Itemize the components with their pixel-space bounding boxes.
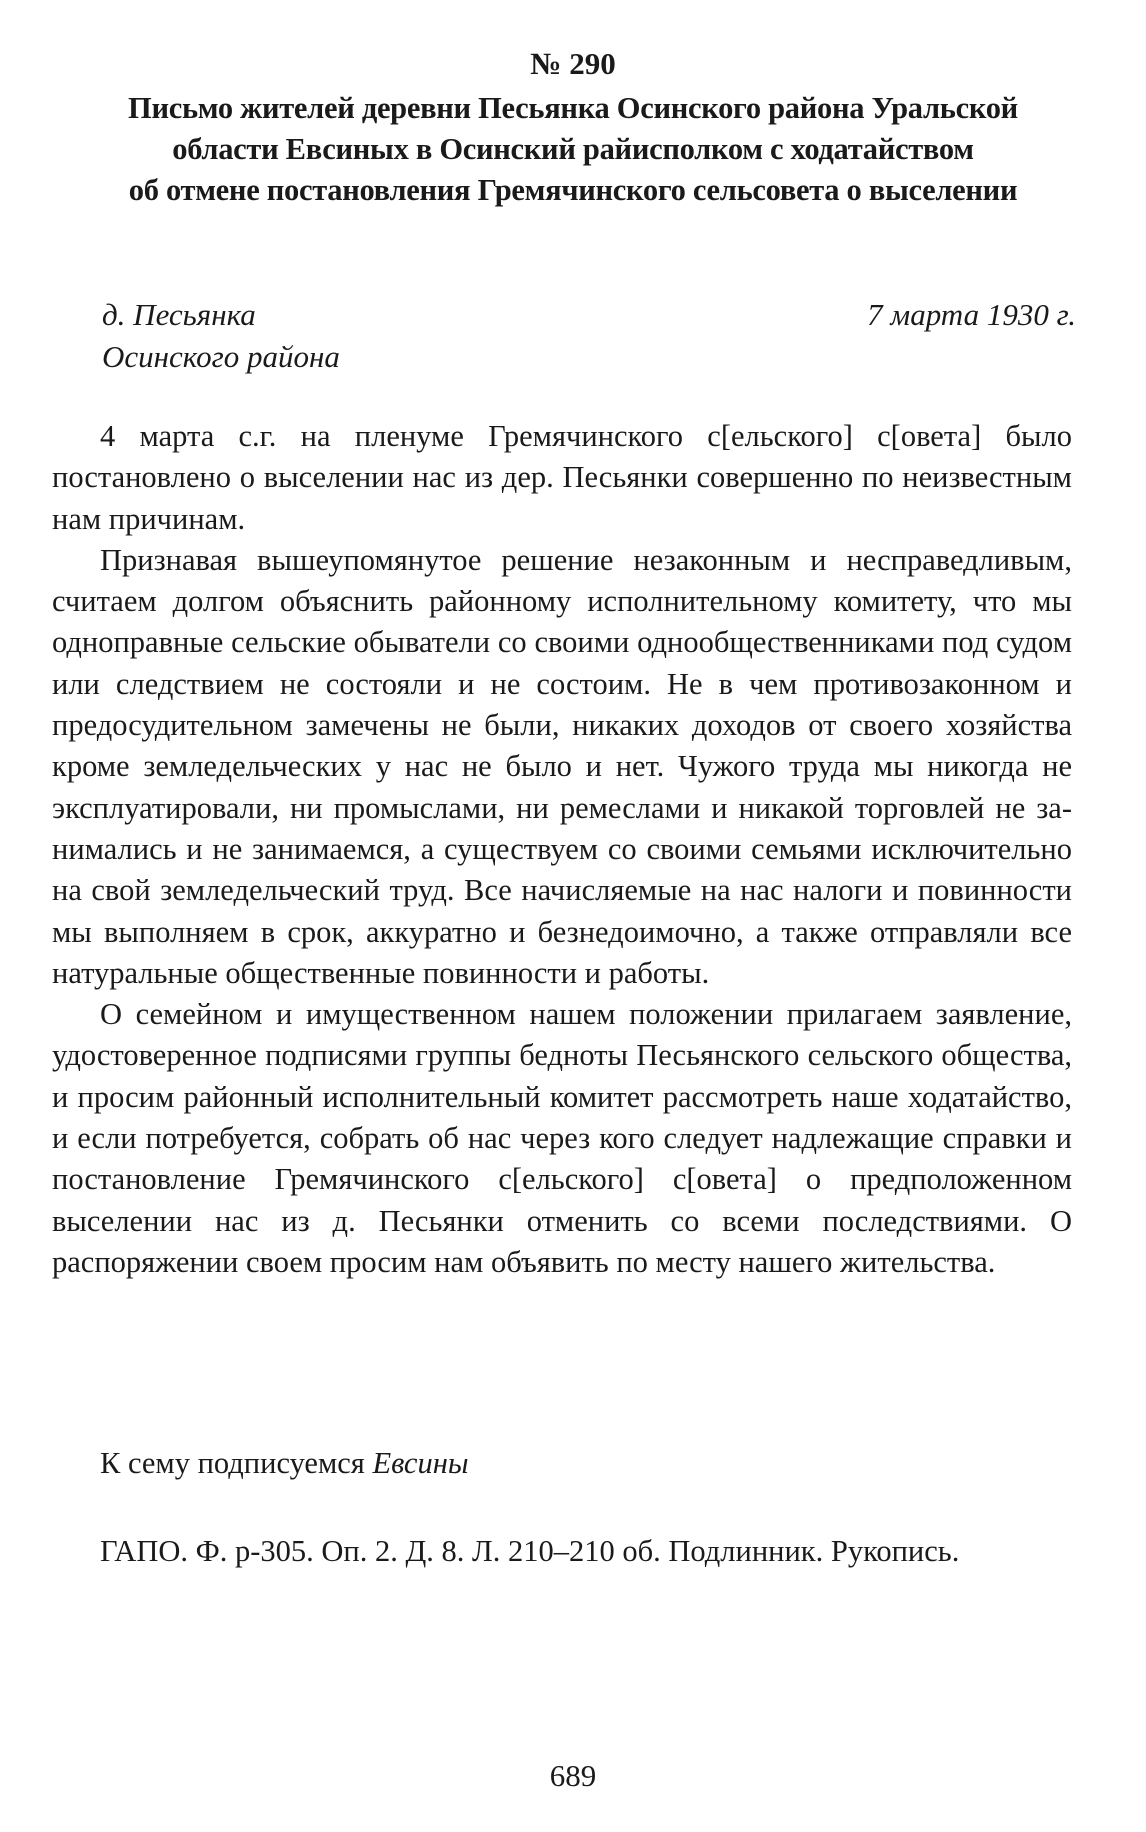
archive-source: ГАПО. Ф. р-305. Оп. 2. Д. 8. Л. 210–210 об. Подлинник. Рукопись.	[100, 1534, 960, 1568]
place-line: д. Песьянка	[102, 297, 256, 332]
body-paragraph: Признавая вышеупомянутое решение незаконным и несправедливым, считаем долгом объяснить районному исполнительному комитету, что мы одноправные сельские обыватели со своими однообщественниками под судом или следствием не состояли и не состоим. Не в чем противозаконном и предосудительном замечены не были, никаких доходов от своего хозяйства кроме земледельческих у нас не было и нет. Чужого труда мы никогда не эксплуатировали, ни промыслами, ни ремеслами и никакой торговлей не занимались и не занимаемся, а существуем со своими семьями исключительно на свой земледельческий труд. Все начисляемые на нас налоги и повинности мы выполняем в срок, аккуратно и безнедоимочно, а также отправляли все натуральные общественные повинности и работы.	[52, 542, 1072, 990]
document-date: 7 марта 1930 г.	[867, 297, 1076, 332]
title-line: об отмене постановления Гремячинского сельсовета о выселении	[128, 173, 1018, 207]
document-number: № 290	[530, 46, 616, 81]
place-line: Осинского района	[102, 339, 340, 374]
title-line: области Евсиных в Осинский райисполком с ходатайством	[172, 132, 974, 166]
page-number: 689	[549, 1758, 597, 1793]
signature-name: Евсины	[372, 1446, 469, 1480]
signature-line	[100, 1442, 469, 1484]
document-place	[102, 294, 340, 378]
title-line: Письмо жителей деревни Песьянка Осинского района Уральской	[128, 91, 1018, 125]
document-title	[40, 88, 1106, 211]
letter-body	[52, 416, 1072, 1283]
body-paragraph: О семейном и имущественном нашем положении прилагаем заявление, удостоверенное подписями группы бедноты Песьянского сельского общества, и просим районный исполнительный комитет рассмотреть наше ходатайство, и если потребуется, собрать об нас через кого следует надлежащие справки и постановление Гремячинского с[ельского] с[овета] о предположенном выселении нас из д. Песьянки отменить со всеми последствиями. О распоряжении своем просим нам объявить по месту нашего жительства.	[52, 997, 1072, 1279]
signature-prefix: К сему подписуемся	[100, 1446, 373, 1480]
body-paragraph: 4 марта с.г. на пленуме Гремячинского с[ельского] с[овета] было постановлено о выселении нас из дер. Песьянки совершенно по неизвестным нам причинам.	[52, 419, 1072, 536]
